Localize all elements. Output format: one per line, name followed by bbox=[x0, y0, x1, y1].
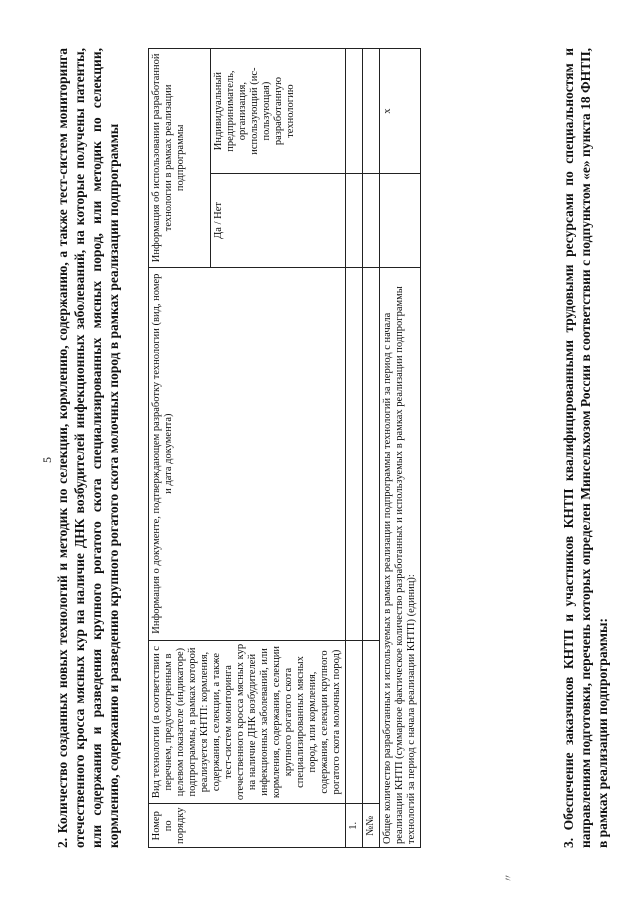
row-1-cell-type bbox=[346, 640, 363, 804]
technologies-table bbox=[148, 48, 421, 848]
stray-mark: 〃 bbox=[504, 873, 515, 883]
row-1-cell-doc bbox=[346, 267, 363, 640]
total-label: Общее количество разработанных и используемых в рамках реализации подпрограммы технологий за период с начала реализации КНТП (суммарное фактическое количество разработанных и используемых в рамках реализации подпрограммы технологий за период с начала реализации КНТП) (единиц): bbox=[380, 267, 421, 847]
header-technology-type: Вид технологии (в соответствии с перечнем, предусмотренным в целевом показателе (индикаторе) подпрограммы, в рамках которой реализуется КНТП: кормления, содержания, селекции, а также тест-систем мониторинга отечественного кросса мясных кур на наличие ДНК возбудителей инфекционных заболеваний, или кормления, содержания, селекции крупного рогатого скота специализированных мясных пород, или кормления, содержания, селекции крупного рогатого скота молочных пород) bbox=[149, 640, 346, 804]
header-usage-info: Информация об использовании разработанной технологии в рамках реализации подпрограммы bbox=[149, 49, 211, 268]
section-2-paragraph: 2. Количество созданных новых технологий и методик по селекции, кормлению, содержанию, а также тест-систем мониторинга отечественного кросса мясных кур на наличие ДНК возбудителей инфекционных заболеваний, на которые получены патенты, или содержания и разведения крупного рогатого скота специализированных мясных пород, или методик по селекции, кормлению, содержанию и разведению крупного рогатого скота молочных пород в рамках реализации подпрограммы bbox=[55, 48, 121, 848]
total-mark: х bbox=[380, 49, 421, 174]
header-number: Номер по порядку bbox=[149, 804, 346, 848]
row-2-cell-user bbox=[363, 49, 380, 174]
header-yes-no: Да / Нет bbox=[211, 174, 346, 268]
row-2-number: №№ bbox=[363, 804, 380, 848]
row-1-number: 1. bbox=[346, 804, 363, 848]
row-1-cell-yes bbox=[346, 174, 363, 268]
row-1-cell-user bbox=[346, 49, 363, 174]
header-user: Индивидуальный предприниматель, организация, использующий (ис- пользующая) разработанную технологию bbox=[211, 49, 346, 174]
row-2-cell-doc bbox=[363, 267, 380, 640]
row-2-cell-yes bbox=[363, 174, 380, 268]
total-value bbox=[380, 174, 421, 268]
row-2-cell-type bbox=[363, 640, 380, 804]
page-number: 5 bbox=[40, 457, 54, 463]
section-3-paragraph: 3. Обеспечение заказчиков КНТП и участников КНТП квалифицированными трудовыми ресурсами по специальностям и направлениям подготовки, перечень которых определен Минсельхозом России в соответствии с подпунктом «е» пункта 18 ФНТП, в рамках реализации подпрограммы: bbox=[561, 48, 610, 848]
header-document-info: Информация о документе, подтверждающем разработку технологии (вид, номер и дата документа) bbox=[149, 267, 346, 640]
